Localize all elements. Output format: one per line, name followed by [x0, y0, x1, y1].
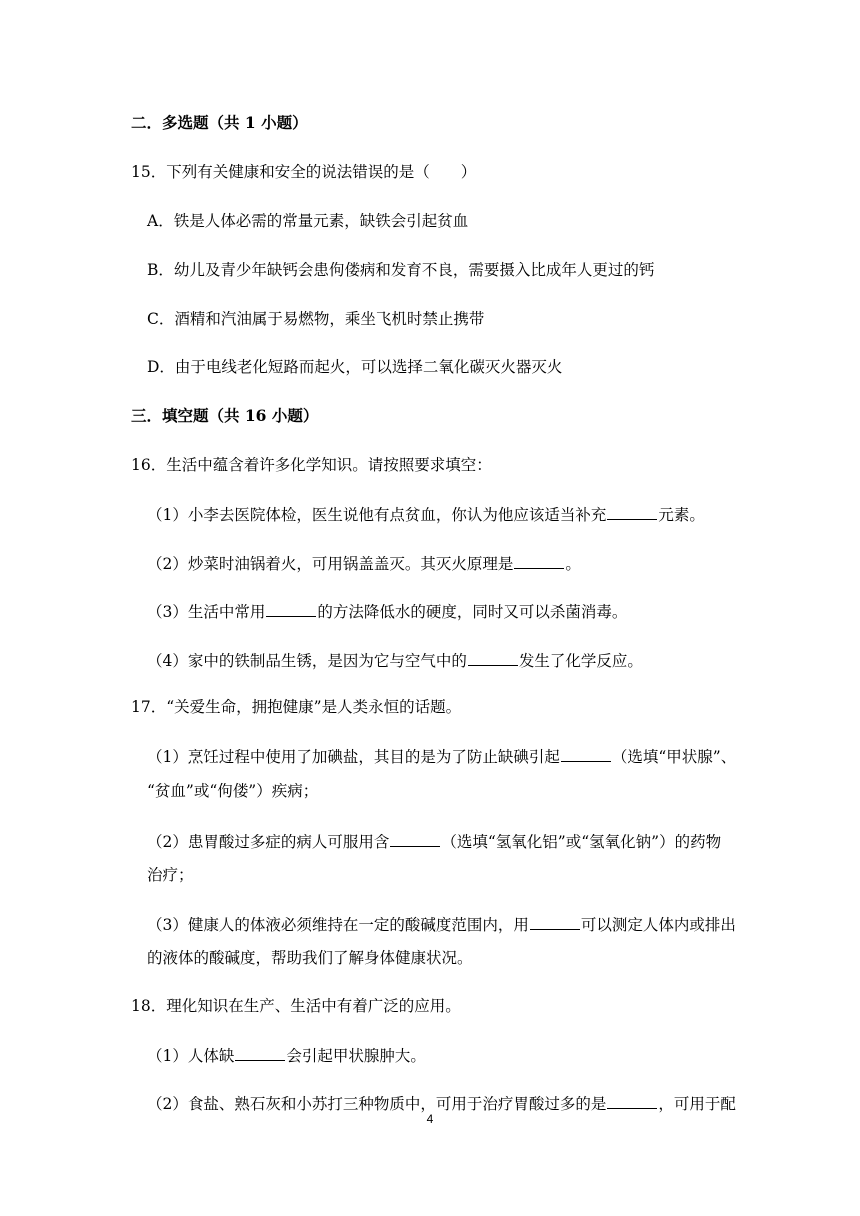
question-17-part-1-text-a: （1）烹饪过程中使用了加碘盐，其目的是为了防止缺碘引起	[147, 748, 560, 766]
question-17-part-3-text-a: （3）健康人的体液必须维持在一定的酸碱度范围内，用	[147, 916, 529, 934]
question-17-part-3-continued: 的液体的酸碱度，帮助我们了解身体健康状况。	[147, 949, 473, 967]
question-16-part-3-text-b: 的方法降低水的硬度，同时又可以杀菌消毒。	[317, 603, 628, 621]
question-18-part-1-text-b: 会引起甲状腺肿大。	[286, 1047, 426, 1065]
question-18-stem: 18．理化知识在生产、生活中有着广泛的应用。	[131, 997, 461, 1015]
question-16-part-2-text-b: 。	[565, 555, 581, 573]
question-16-part-2-text-a: （2）炒菜时油锅着火，可用锅盖盖灭。其灭火原理是	[147, 555, 514, 573]
question-17-part-1-continued: “贫血”或“佝偻”）疾病；	[147, 782, 319, 800]
answer-blank[interactable]	[607, 1092, 657, 1109]
question-17-stem: 17．“关爱生命，拥抱健康”是人类永恒的话题。	[131, 698, 462, 716]
question-15-option-b: B．幼儿及青少年缺钙会患佝偻病和发育不良，需要摄入比成年人更过的钙	[147, 261, 655, 279]
question-18-part-1	[147, 1044, 426, 1066]
question-18-part-2	[147, 1092, 736, 1114]
question-16-part-2	[147, 552, 581, 574]
answer-blank[interactable]	[514, 552, 564, 569]
question-17-part-2-text-a: （2）患胃酸过多症的病人可服用含	[147, 833, 390, 851]
question-16-part-3-text-a: （3）生活中常用	[147, 603, 266, 621]
question-17-part-1	[147, 745, 736, 767]
answer-blank[interactable]	[468, 649, 518, 666]
question-17-part-2	[147, 830, 721, 852]
question-16-part-1-text-a: （1）小李去医院体检，医生说他有点贫血，你认为他应该适当补充	[147, 506, 607, 524]
question-18-part-1-text-a: （1）人体缺	[147, 1047, 235, 1065]
question-17-part-3	[147, 913, 736, 935]
answer-blank[interactable]	[561, 745, 611, 762]
answer-blank[interactable]	[607, 503, 657, 520]
question-18-part-2-text-a: （2）食盐、熟石灰和小苏打三种物质中，可用于治疗胃酸过多的是	[147, 1095, 607, 1113]
question-17-part-2-continued: 治疗；	[147, 866, 194, 884]
question-16-stem: 16．生活中蕴含着许多化学知识。请按照要求填空：	[131, 456, 492, 474]
question-16-part-4	[147, 649, 643, 671]
question-16-part-1-text-b: 元素。	[658, 506, 705, 524]
section-heading-multiple-choice: 二．多选题（共 1 小题）	[131, 113, 308, 132]
answer-blank[interactable]	[266, 600, 316, 617]
question-17-part-2-text-b: （选填“氢氧化铝”或“氢氧化钠”）的药物	[441, 833, 722, 851]
page-number: 4	[426, 1112, 434, 1126]
answer-blank[interactable]	[390, 830, 440, 847]
question-16-part-1	[147, 503, 705, 525]
answer-blank[interactable]	[530, 913, 580, 930]
question-15-option-c: C．酒精和汽油属于易燃物，乘坐飞机时禁止携带	[147, 310, 485, 328]
question-16-part-3	[147, 600, 627, 622]
question-17-part-1-text-b: （选填“甲状腺”、	[611, 748, 737, 766]
question-16-part-4-text-a: （4）家中的铁制品生锈，是因为它与空气中的	[147, 652, 467, 670]
question-18-part-2-text-b: ，可用于配	[658, 1095, 736, 1113]
question-17-part-3-text-b: 可以测定人体内或排出	[580, 916, 736, 934]
section-heading-fill-in: 三．填空题（共 16 小题）	[131, 406, 319, 425]
question-15-option-a: A．铁是人体必需的常量元素，缺铁会引起贫血	[147, 212, 469, 230]
question-16-part-4-text-b: 发生了化学反应。	[518, 652, 643, 670]
question-15-stem: 15．下列有关健康和安全的说法错误的是（ ）	[131, 163, 477, 181]
answer-blank[interactable]	[235, 1044, 285, 1061]
question-15-option-d: D．由于电线老化短路而起火，可以选择二氧化碳灭火器灭火	[147, 358, 563, 376]
